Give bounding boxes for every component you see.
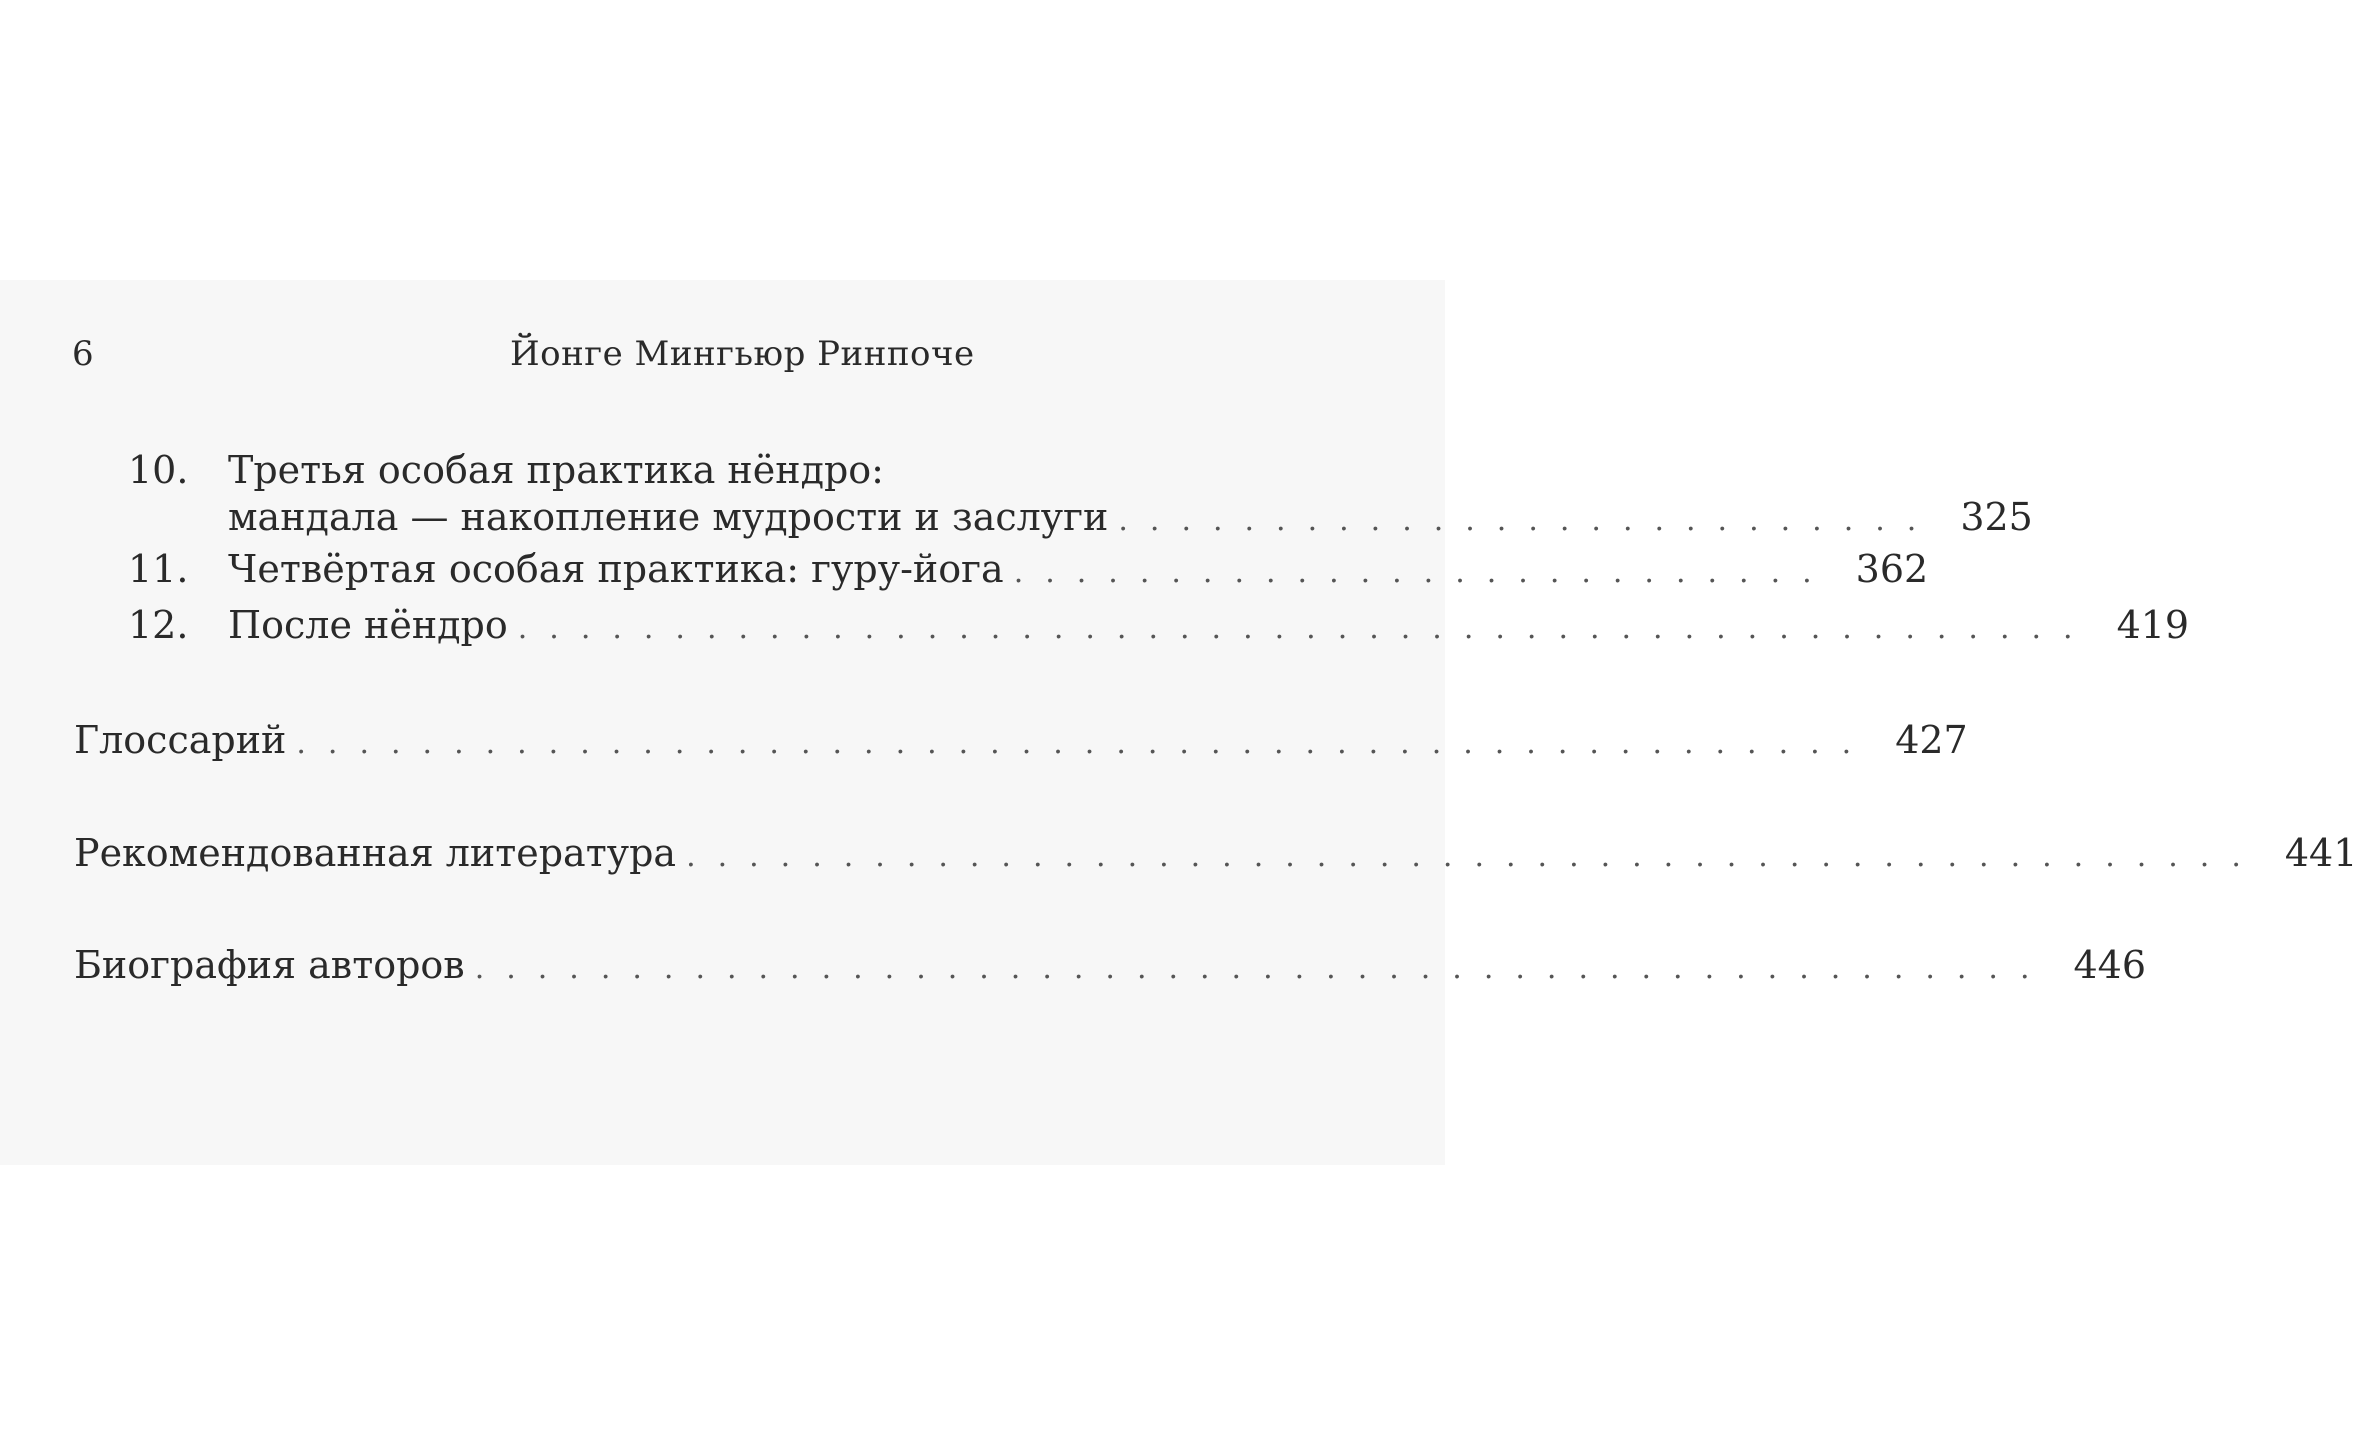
toc-entry-glossary [74,713,1968,767]
leader-dots: .................................................. [517,611,2095,646]
toc-entry-title: Третья особая практика нёндро: [228,448,884,492]
leader-dots: .......................... [1013,555,1834,590]
toc-entry-title: мандала — накопление мудрости и заслуги [228,495,1109,539]
toc-entry-page: 419 [2116,603,2190,647]
leader-dots: .......................... [1118,503,1939,538]
toc-entry-title: Биография авторов [74,943,465,987]
toc-entry-literature [74,826,2357,880]
leader-dots: .................................................. [296,726,1874,761]
leader-dots: .................................................. [686,839,2263,874]
toc-entry-10-line1 [0,443,1445,497]
toc-entry-page: 362 [1855,547,1929,591]
toc-entry-number: 10. [128,448,189,492]
toc-entry-page: 446 [2073,943,2147,987]
running-head [0,334,1445,384]
toc-entry-title: Рекомендованная литература [74,831,677,875]
toc-entry-page: 441 [2284,831,2357,875]
toc-entry-biography [74,938,2147,992]
toc-entry-11 [228,542,1929,596]
toc-entry-number: 11. [128,547,189,591]
toc-entry-title: После нёндро [228,603,508,647]
page-number: 6 [72,334,94,374]
toc-entry-title: Глоссарий [74,718,287,762]
toc-entry-12 [228,598,2190,652]
toc-entry-page: 427 [1895,718,1968,762]
toc-entry-title: Четвёртая особая практика: гуру-йога [228,547,1004,591]
toc-entry-page: 325 [1960,495,2033,539]
toc-entry-number: 12. [128,603,189,647]
running-head-author: Йонге Мингьюр Ринпоче [510,334,975,374]
book-page [0,280,2357,1165]
toc-entry-10-line2 [228,490,2033,544]
leader-dots: .................................................. [474,951,2052,986]
